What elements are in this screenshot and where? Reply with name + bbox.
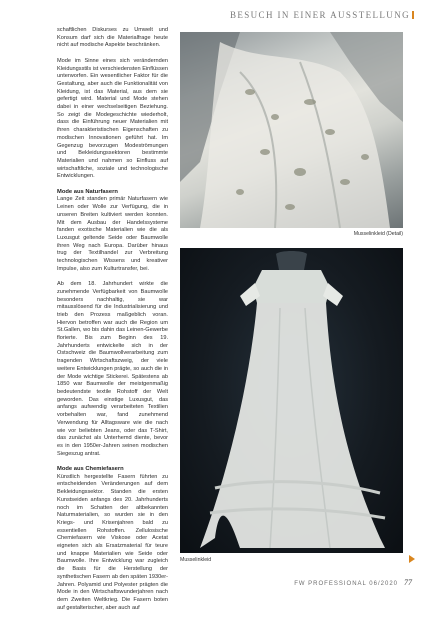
page-number: 77	[404, 578, 412, 587]
caption-bottom: Musselinkleid	[180, 557, 212, 563]
dress-photo	[180, 248, 403, 553]
subheading: Mode aus Chemiefasern	[57, 466, 124, 473]
section-title	[180, 10, 414, 20]
paragraph: Lange Zeit standen primär Naturfasern wie Leinen oder Wolle zur Verfügung, die in unseren Breiten kultiviert werden konnten. Mit dem Ausbau der Handelssysteme fanden exotische Materialien wie die als Luxusgut geltende Seide oder Baumwolle ihren Weg nach Europa. Darüber hinaus trug der Textilhandel zur Verbreitung technologischen Wissens und kreativer Impulse, also zum Kulturtransfer, bei.	[57, 196, 168, 272]
dress-detail-photo	[180, 32, 403, 228]
article-body	[57, 27, 168, 620]
page-footer	[294, 578, 412, 587]
section-title-text: BESUCH IN EINER AUSSTELLUNG	[229, 10, 410, 20]
subheading: Mode aus Naturfasern	[57, 188, 118, 195]
paragraph: schaftlichen Diskurses zu Umwelt und Konsum darf sich die Materialfrage heute nicht auf modische Aspekte beschränken.	[57, 27, 168, 49]
accent-bar	[412, 11, 414, 19]
next-page-arrow-icon	[409, 555, 415, 563]
magazine-issue: FW PROFESSIONAL 06/2020	[294, 581, 398, 587]
paragraph: Künstlich hergestellte Fasern führten zu entscheidenden Veränderungen auf dem Bekleidungssektor. Standen die ersten Kunstseiden anfangs des 20. Jahrhunderts noch im Schatten der altbekannten Naturmaterialien, so wurden sie in den Kriegs- und Krisenjahren bald zu essentiellen Rohstoffen. Zellulosische Chemiefasern wie Viskose oder Acetat eigneten sich als Ersatzmaterial für teure und knappe Materialien wie Seide oder Baumwolle. Ihre Entwicklung war zugleich die Basis für die Herstellung der synthetischen Fasern ab den späten 1930er-Jahren. Polyamid und Polyester prägten die Mode in den Wirtschaftswunderjahren nach dem Zweiten Weltkrieg. Die Fasern boten auf gestalterischer, aber auch auf	[57, 473, 169, 611]
paragraph: Mode im Sinne eines sich verändernden Kleidungsstils ist verschiedensten Einflüssen unterworfen. Ein wesentlicher Faktor für die Gestaltung, aber auch die Funktionalität von Kleidung, ist das Material, aus dem sie gefertigt wird. Material und Mode stehen dabei in einer wechselseitigen Beziehung. So zeigt die Modegeschichte wiederholt, dass die Einführung neuer Materialien mit ihren charakteristischen Eigenschaften zu modischen Innovationen geführt hat. Im Gegenzug bevorzugen Modeströmungen und Bekleidungssektoren bestimmte Materialien und nahmen so Einfluss auf wirtschaftliche, soziale und technologische Entwicklungen.	[57, 57, 169, 180]
caption-top: Musselinkleid (Detail)	[353, 231, 403, 237]
paragraph: Ab dem 18. Jahrhundert wirkte die zunehmende Verfügbarkeit von Baumwolle besonders nachhaltig, sie war mitausslösend für die Industrialisierung und trieb den Prozess maßgeblich voran. Hiervon betroffen war auch die Region um St.Gallen, wo bis dahin das Leinen-Gewerbe florierte. Bis zum Beginn des 19. Jahrhunderts entwickelte sich in der Ostschweiz die Baumwollverarbeitung zum tragenden Wirtschaftszweig, der viele weitere Entwicklungen prägte, so auch die in der Mode wichtige Stickerei. Spätestens ab 1850 war Baumwolle der meistgenmaßig bedeutendste textile Rohstoff der Welt geworden. Das einstige Luxusgut, das anfangs aufwendig verarbeiteten Textilien vorbehalten war, fand zunehmend Verwendung für Alltagsware wie die nach wie vor beliebten Jeans, oder das T-Shirt, das zunächst als Unterhemd diente, bevor es in den 1950er-Jahren seinen modischen Siegeszug antrat.	[57, 281, 168, 457]
